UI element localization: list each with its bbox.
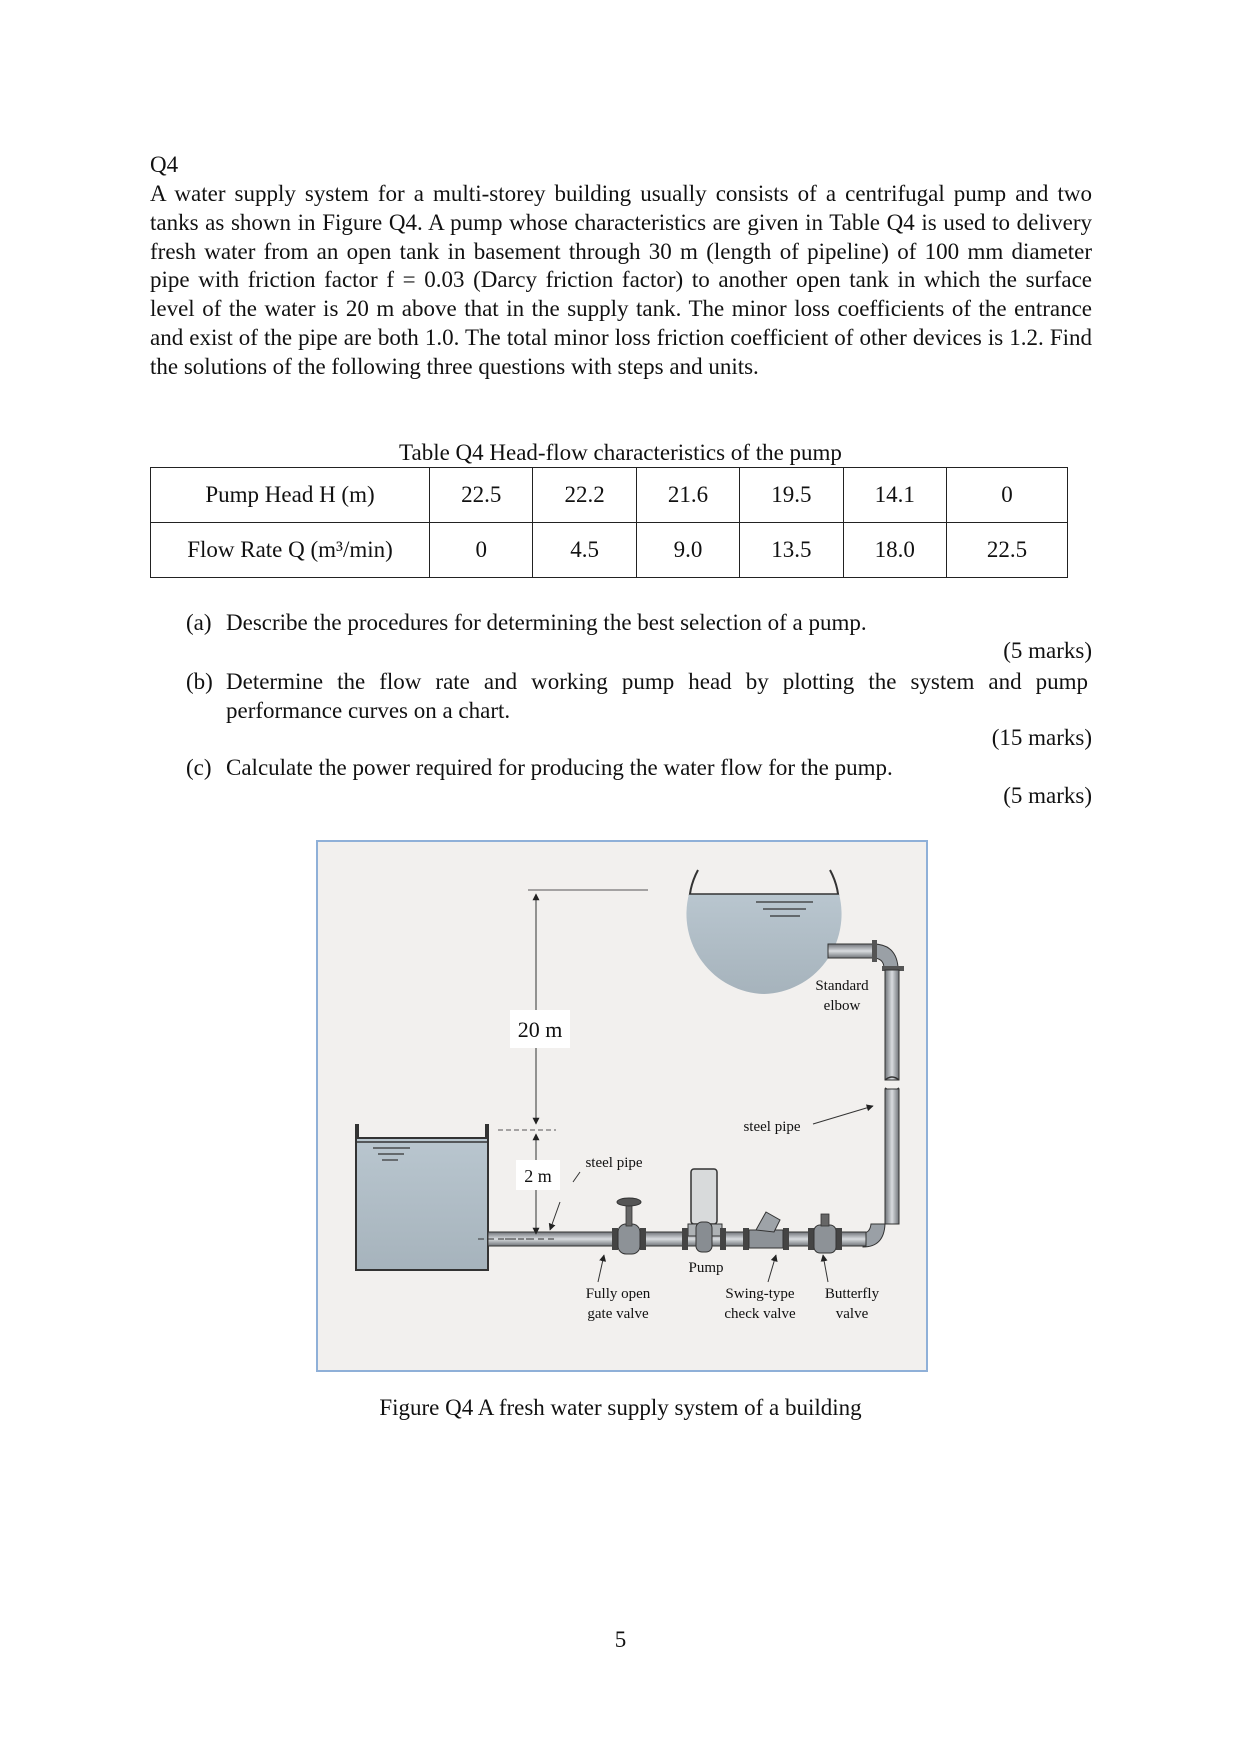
part-text [226, 667, 1088, 725]
question-intro: A water supply system for a multi-storey building usually consists of a centrifugal pump and two tanks as shown in Figure Q4. A pump whose characteristics are given in Table Q4 is used to delivery fresh water from an open tank in basement through 30 m (length of pipeline) of 100 mm diameter pipe with friction factor f = 0.03 (Darcy friction factor) to another open tank in which the surface level of the water is 20 m above that in the supply tank. The minor loss coefficients of the entrance and exist of the pipe are both 1.0. The total minor loss friction coefficient of other devices is 1.2. Find the solutions of the following three questions with steps and units. [150, 181, 1092, 379]
table-cell: 0 [430, 523, 533, 578]
part-text-line: performance curves on a chart. [226, 698, 511, 723]
standard-elbow-label: elbow [823, 998, 861, 1014]
table-cell: 13.5 [740, 523, 843, 578]
gate-valve-label: Fully open [585, 1286, 651, 1302]
table-row-flow [151, 523, 1068, 578]
figure-caption: Figure Q4 A fresh water supply system of a building [379, 1395, 862, 1420]
table-caption: Table Q4 Head-flow characteristics of the pump [399, 440, 842, 465]
part-text: Calculate the power required for producing the water flow for the pump. [226, 755, 893, 780]
water-supply-figure [316, 840, 928, 1372]
lower-tank [356, 1125, 488, 1270]
table-cell: 0 [947, 468, 1068, 523]
height-lower-label: 2 m [524, 1166, 552, 1186]
table-row-head [151, 468, 1068, 523]
table-cell: 18.0 [843, 523, 946, 578]
row-label-head: Pump Head H (m) [151, 468, 430, 523]
part-text: Describe the procedures for determining the best selection of a pump. [226, 610, 867, 635]
gate-valve-label: gate valve [587, 1306, 649, 1322]
part-label: (b) [186, 669, 213, 694]
horizontal-pipe [478, 1232, 866, 1246]
table-cell: 21.6 [636, 468, 739, 523]
part-a [186, 608, 867, 637]
standard-elbow-label: Standard [815, 978, 869, 994]
part-b-marks: (15 marks) [991, 725, 1092, 750]
table-cell: 22.2 [533, 468, 636, 523]
table-cell: 19.5 [740, 468, 843, 523]
question-number: Q4 [150, 152, 179, 177]
table-cell: 9.0 [636, 523, 739, 578]
part-b [186, 667, 1088, 725]
part-c [186, 753, 893, 782]
table-cell: 14.1 [843, 468, 946, 523]
system-diagram [318, 842, 928, 1372]
table-cell: 22.5 [430, 468, 533, 523]
steel-pipe-label-right: steel pipe [743, 1119, 801, 1135]
part-c-marks: (5 marks) [1003, 783, 1092, 808]
check-valve-label: Swing-type [725, 1286, 795, 1302]
steel-pipe-label-left: steel pipe [585, 1155, 643, 1171]
table-cell: 22.5 [947, 523, 1068, 578]
check-valve-label: check valve [724, 1306, 796, 1322]
part-label: (c) [186, 755, 212, 780]
part-a-marks: (5 marks) [1003, 638, 1092, 663]
page-number: 5 [614, 1627, 627, 1652]
butterfly-valve-label: valve [835, 1306, 869, 1322]
pump-label: Pump [688, 1260, 724, 1276]
part-label: (a) [186, 610, 212, 635]
table-cell: 4.5 [533, 523, 636, 578]
row-label-flow: Flow Rate Q (m³/min) [151, 523, 430, 578]
pump-characteristics-table [150, 467, 1068, 578]
height-upper-label: 20 m [517, 1017, 563, 1042]
butterfly-valve-label: Butterfly [824, 1286, 880, 1302]
part-text-line: Determine the flow rate and working pump head by plotting the system and pump [226, 669, 1088, 694]
